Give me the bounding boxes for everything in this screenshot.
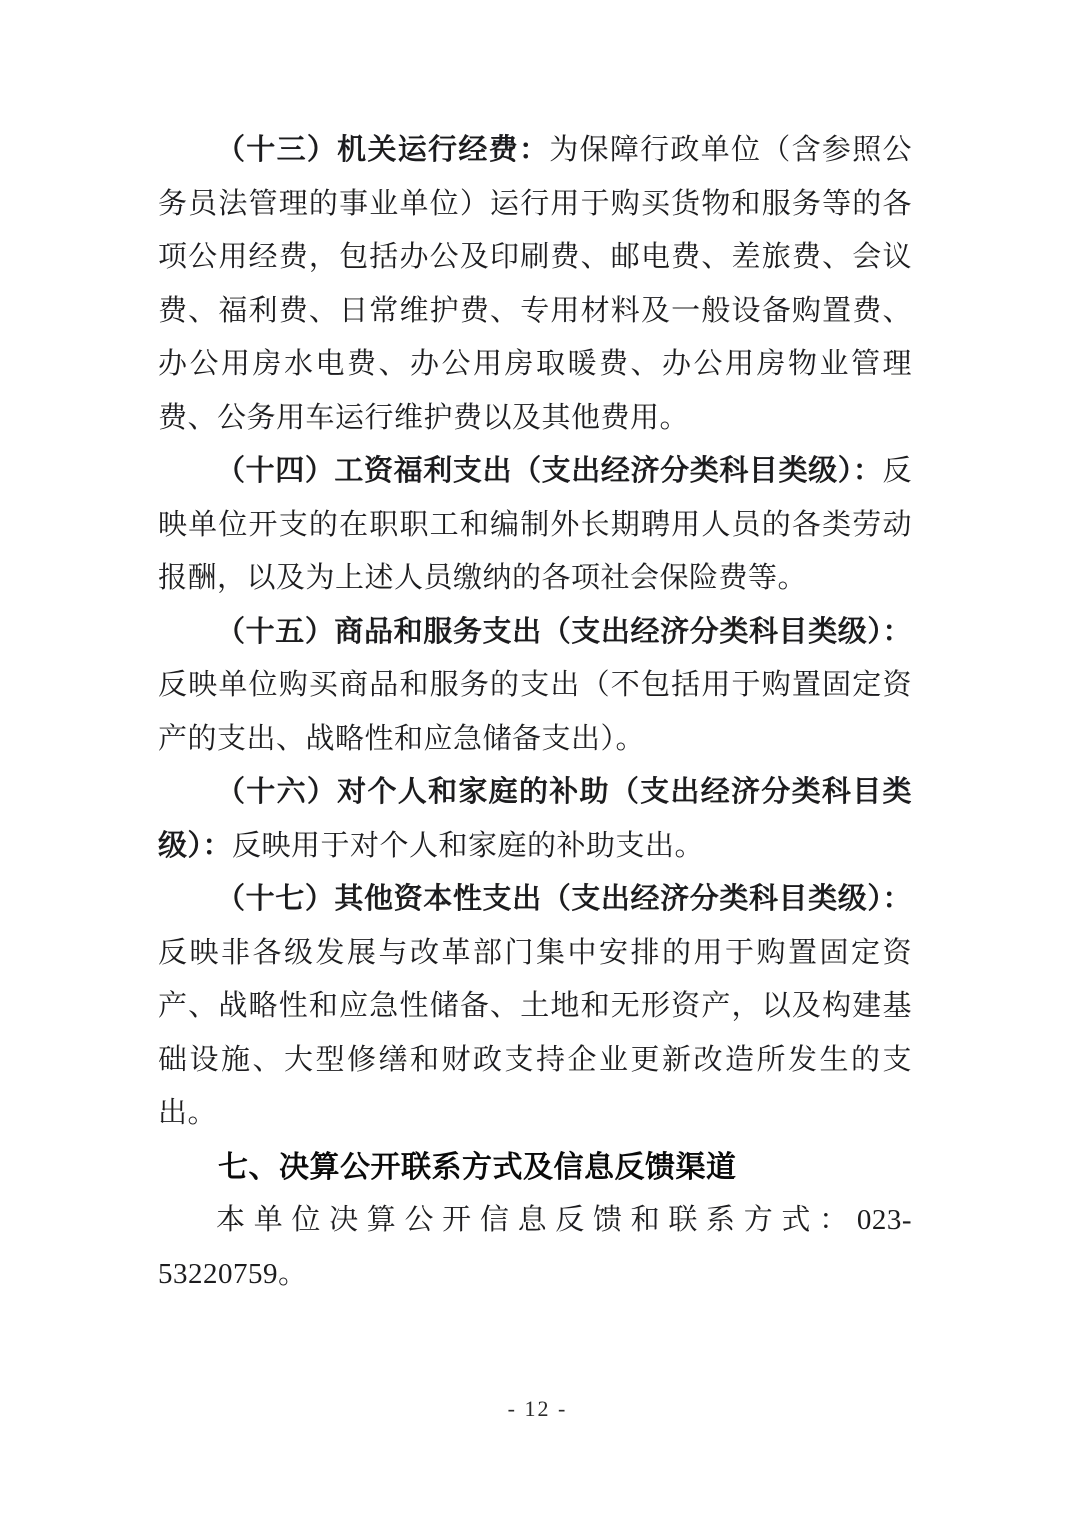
paragraph-item-14 (158, 445, 912, 606)
paragraph-item-15 (158, 606, 912, 767)
section-heading: 七、决算公开联系方式及信息反馈渠道 (218, 1150, 737, 1184)
paragraph-16-label: （十六）对个人和家庭的补助（支出经济分类科目类级）： (158, 776, 912, 862)
page-number: - 12 - (507, 1396, 568, 1421)
paragraph-15-label: （十五）商品和服务支出（支出经济分类科目类级）： (216, 615, 912, 648)
paragraph-15-text: 反映单位购买商品和服务的支出（不包括用于购置固定资产的支出、战略性和应急储备支出）。 (158, 669, 912, 755)
paragraph-item-13 (158, 124, 912, 445)
paragraph-16-text: 反映用于对个人和家庭的补助支出。 (232, 829, 705, 862)
paragraph-item-16 (158, 766, 912, 873)
paragraph-14-text: 反映单位开支的在职职工和编制外长期聘用人员的各类劳动报酬，以及为上述人员缴纳的各项社会保险费等。 (158, 455, 912, 594)
paragraph-13-label: （十三）机关运行经费： (216, 134, 550, 166)
contact-paragraph: 本单位决算公开信息反馈和联系方式：023-53220759。 (158, 1204, 912, 1290)
paragraph-13-text: 为保障行政单位（含参照公务员法管理的事业单位）运行用于购买货物和服务等的各项公用经费，包括办公及印刷费、邮电费、差旅费、会议费、福利费、日常维护费、专用材料及一般设备购置费、办公用房水电费、办公用房取暖费、办公用房物业管理费、公务用车运行维护费以及其他费用。 (158, 134, 912, 434)
paragraph-17-label: （十七）其他资本性支出（支出经济分类科目类级）： (216, 883, 912, 915)
paragraph-14-label: （十四）工资福利支出（支出经济分类科目类级）： (216, 455, 883, 487)
paragraph-item-17 (158, 873, 912, 1141)
document-content (158, 124, 912, 1301)
paragraph-17-text: 反映非各级发展与改革部门集中安排的用于购置固定资产、战略性和应急性储备、土地和无形资产，以及构建基础设施、大型修缮和财政支持企业更新改造所发生的支出。 (158, 936, 912, 1129)
